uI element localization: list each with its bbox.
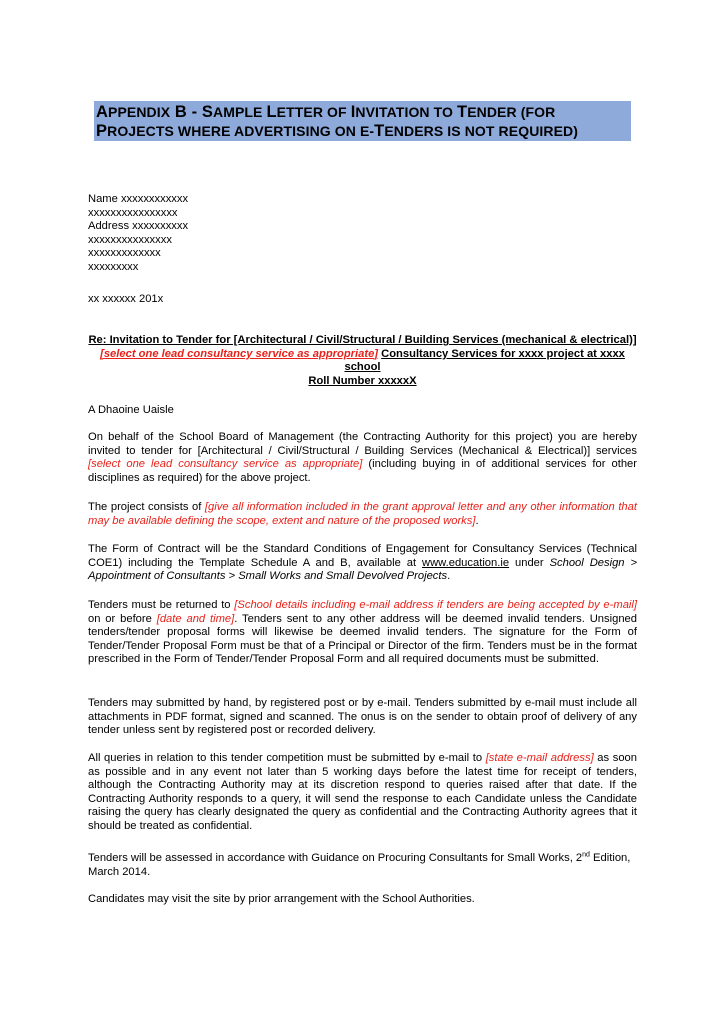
placeholder-text: [give all information included in the grant approval letter and any other information that may be available defining the scope, extent and nature of the proposed works]	[88, 501, 637, 527]
placeholder-text: [date and time]	[156, 612, 235, 625]
placeholder-text: [School details including e-mail address if tenders are being accepted by e-mail]	[234, 599, 637, 611]
recipient-address	[88, 193, 188, 274]
page-title	[96, 103, 636, 141]
placeholder-text: [select one lead consultancy service as appropriate]	[100, 347, 379, 360]
placeholder-text: [state e-mail address]	[485, 752, 594, 764]
salutation: A Dhaoine Uaisle	[88, 404, 174, 416]
paragraph-submission: Tenders may submitted by hand, by registered post or by e-mail. Tenders submitted by e-mail must include all attachments in PDF format, signed and scanned. The onus is on the sender to obtain proof of delivery of any tender unless sent by registered post or recorded delivery.	[88, 697, 637, 737]
education-link[interactable]: www.education.ie	[422, 556, 510, 569]
paragraph-site-visit: Candidates may visit the site by prior arrangement with the School Authorities.	[88, 893, 475, 905]
paragraph-queries: All queries in relation to this tender competition must be submitted by e-mail to [state e-mail address] as soon as possible and in any event not later than 5 working days before the latest time for receipt of tenders, although the Contracting Authority may at its discretion respond to queries raised after that date. If the Contracting Authority responds to a query, it will send the response to each Candidate unless the Candidate raising the query has clearly designated the query as confidential and the Contracting Authority agrees that it should be treated as confidential.	[88, 752, 638, 832]
paragraph-form-of-contract: The Form of Contract will be the Standard Conditions of Engagement for Consultancy Services (Technical COE1) including the Template Schedule A and B, available at www.education.ie under School Design > Appointment of Consultants > Small Works and Small Devolved Projects.	[88, 543, 637, 583]
paragraph-project-scope: The project consists of [give all information included in the grant approval letter and any other information that may be available defining the scope, extent and nature of the proposed works].	[88, 501, 637, 527]
title-line-2: PROJECTS WHERE ADVERTISING ON E-TENDERS IS NOT REQUIRED)	[96, 122, 579, 140]
letter-date: xx xxxxxx 201x	[88, 293, 164, 305]
address-line: xxxxxxxxxxxxxxxx	[88, 206, 178, 219]
paragraph-tender-return: Tenders must be returned to [School details including e-mail address if tenders are being accepted by e-mail] on or before [date and time]. Tenders sent to any other address will be deemed invalid tenders. Unsigned tenders/tender proposal forms will likewise be deemed invalid tenders. The signature for the Form of Tender/Tender Proposal Form must be that of a Principal or Director of the firm. Tenders must be in the format prescribed in the Form of Tender/Tender Proposal Form and all required documents must be submitted.	[88, 599, 637, 666]
address-line: Address xxxxxxxxxx	[88, 220, 189, 232]
subject-line: Re: Invitation to Tender for [Architectural / Civil/Structural / Building Services (mechanical & electrical)] [select one lead consultancy service as appropriate] Consultancy Services for xxxx project at xxxx school Roll Number xxxxxX	[88, 334, 637, 387]
paragraph-assessment: Tenders will be assessed in accordance with Guidance on Procuring Consultants for Small Works, 2nd Edition, March 2014.	[88, 851, 631, 878]
address-line: xxxxxxxxx	[88, 260, 139, 273]
address-line: xxxxxxxxxxxxxxx	[88, 233, 172, 246]
address-line: xxxxxxxxxxxxx	[88, 247, 161, 259]
placeholder-text: [select one lead consultancy service as appropriate]	[88, 458, 363, 471]
roll-number: Roll Number xxxxxX	[308, 374, 417, 387]
address-line: Name xxxxxxxxxxxx	[88, 193, 189, 205]
title-line-1: APPENDIX B - SAMPLE LETTER OF INVITATION TO TENDER (FOR	[96, 103, 556, 121]
paragraph-invitation: On behalf of the School Board of Management (the Contracting Authority for this project) you are hereby invited to tender for [Architectural / Civil/Structural / Building Services (Mechanical & Electrical)] services [select one lead consultancy service as appropriate] (including buying in of additional services for other disciplines as required) for the above project.	[88, 431, 637, 484]
